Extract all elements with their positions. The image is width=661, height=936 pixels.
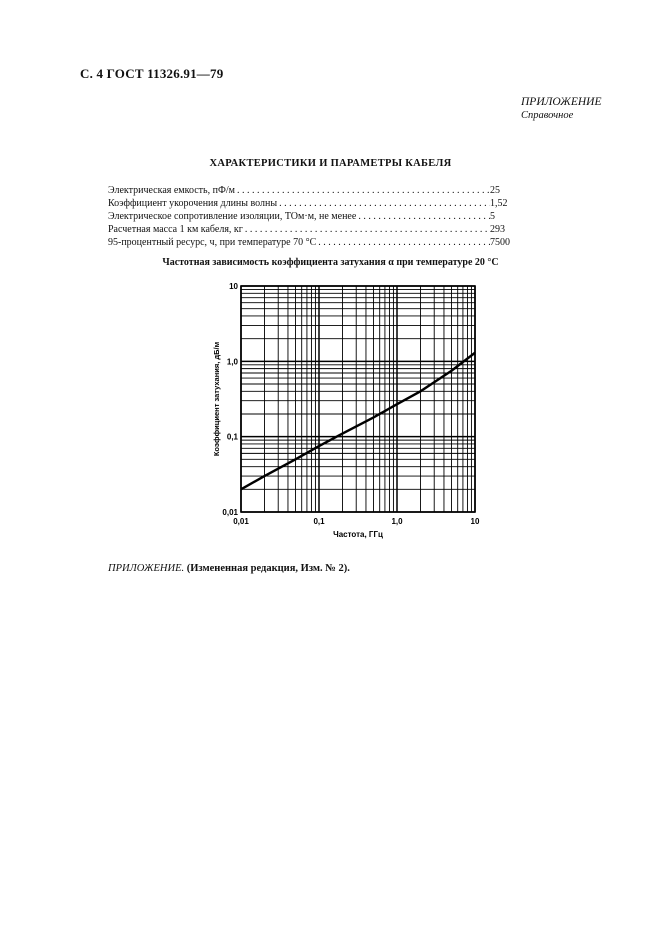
x-axis-label: Частота, ГГц	[333, 530, 383, 539]
parameter-row	[108, 236, 520, 249]
parameter-label: 95-процентный ресурс, ч, при температуре 70 °С	[108, 237, 317, 248]
y-tick-label: 1,0	[226, 357, 238, 367]
footer-note	[108, 563, 350, 574]
parameter-value: 7500	[490, 237, 510, 248]
leader-dots	[277, 197, 490, 210]
parameter-value: 25	[490, 185, 500, 196]
chart-grid-minor	[241, 286, 475, 512]
y-tick-label: 0,01	[222, 508, 238, 517]
parameter-label: Расчетная масса 1 км кабеля, кг	[108, 224, 243, 235]
x-tick-label: 0,1	[313, 517, 325, 526]
appendix-block	[521, 96, 601, 122]
parameter-value: 5	[490, 211, 495, 222]
plot-frame	[241, 286, 475, 512]
x-tick-labels	[233, 517, 480, 526]
leader-dots	[235, 184, 490, 197]
y-tick-labels	[222, 282, 238, 517]
chart-grid-major	[241, 286, 475, 512]
appendix-label: ПРИЛОЖЕНИЕ	[521, 96, 602, 108]
y-tick-label: 10	[229, 282, 238, 291]
attenuation-chart	[205, 278, 495, 544]
parameter-value: 293	[490, 224, 505, 235]
y-tick-label: 0,1	[226, 432, 238, 442]
footer-appendix-ref: ПРИЛОЖЕНИЕ.	[108, 563, 185, 574]
y-axis-label: Коэффициент затухания, дБ/м	[212, 341, 221, 457]
x-tick-label: 10	[470, 517, 480, 526]
appendix-sublabel: Справочное	[521, 110, 574, 121]
leader-dots	[356, 210, 490, 223]
x-tick-label: 0,01	[233, 517, 249, 526]
x-tick-label: 1,0	[391, 517, 403, 526]
page-header: С. 4 ГОСТ 11326.91—79	[80, 66, 224, 81]
leader-dots	[243, 223, 490, 236]
footer-revision-note: (Измененная редакция, Изм. № 2).	[186, 563, 350, 574]
parameters-list	[108, 184, 520, 249]
leader-dots	[316, 236, 490, 249]
section-title: ХАРАКТЕРИСТИКИ И ПАРАМЕТРЫ КАБЕЛЯ	[209, 158, 452, 169]
chart-title: Частотная зависимость коэффициента затухания α при температуре 20 °С	[162, 257, 499, 268]
parameter-label: Электрическая емкость, пФ/м	[108, 185, 235, 196]
parameter-label: Электрическое сопротивление изоляции, ТОм·м, не менее	[108, 211, 357, 222]
parameter-row	[108, 223, 520, 236]
parameter-label: Коэффициент укорочения длины волны	[108, 198, 278, 209]
parameter-row	[108, 184, 520, 197]
parameter-value: 1,52	[490, 198, 508, 209]
parameter-row	[108, 210, 520, 223]
parameter-row	[108, 197, 520, 210]
chart-svg	[205, 278, 495, 544]
